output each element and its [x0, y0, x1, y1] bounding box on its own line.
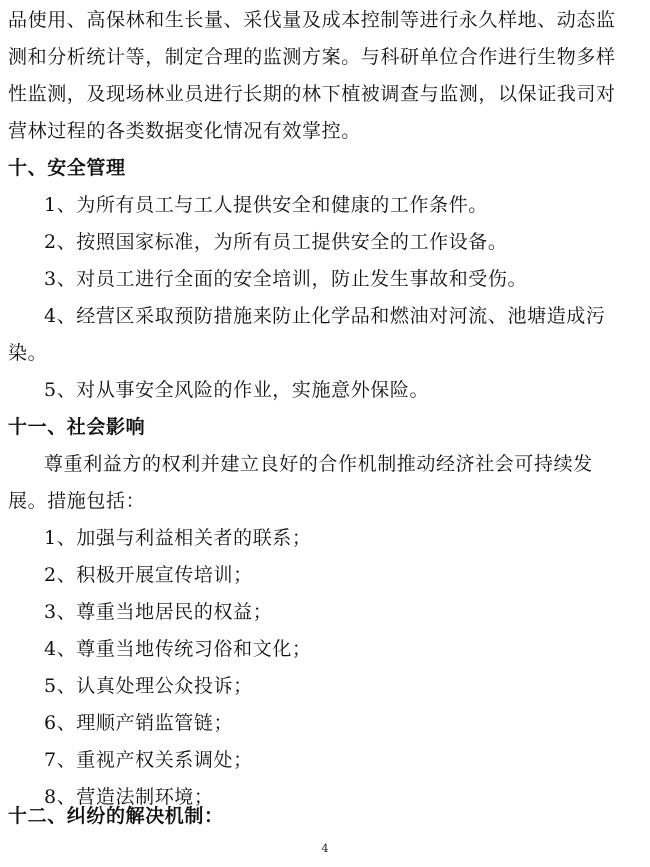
list-item: 4、经营区采取预防措施来防止化学品和燃油对河流、池塘造成污 [44, 305, 606, 327]
list-item: 5、对从事安全风险的作业，实施意外保险。 [44, 379, 430, 401]
list-item: 6、理顺产销监管链； [44, 712, 234, 734]
list-item: 7、重视产权关系调处； [44, 749, 253, 771]
list-item: 3、尊重当地居民的权益； [44, 601, 273, 623]
body-text-line: 性监测，及现场林业员进行长期的林下植被调查与监测，以保证我司对 [8, 83, 616, 105]
list-item: 4、尊重当地传统习俗和文化； [44, 638, 312, 660]
body-text-line: 展。措施包括： [8, 490, 146, 512]
list-item: 3、对员工进行全面的安全培训，防止发生事故和受伤。 [44, 268, 528, 290]
page-number: 4 [321, 842, 329, 855]
section-heading-social-impact: 十一、社会影响 [8, 416, 146, 438]
list-item: 5、认真处理公众投诉； [44, 675, 253, 697]
list-item: 2、积极开展宣传培训； [44, 564, 253, 586]
body-text-line: 营林过程的各类数据变化情况有效掌控。 [8, 120, 361, 142]
body-text-line: 尊重利益方的权利并建立良好的合作机制推动经济社会可持续发 [44, 453, 593, 475]
list-item: 1、加强与利益相关者的联系； [44, 527, 312, 549]
list-item: 1、为所有员工与工人提供安全和健康的工作条件。 [44, 194, 488, 216]
body-text-line: 测和分析统计等，制定合理的监测方案。与科研单位合作进行生物多样 [8, 46, 616, 68]
list-item: 8、营造法制环境； [44, 786, 214, 808]
body-text-line: 品使用、高保林和生长量、采伐量及成本控制等进行永久样地、动态监 [8, 9, 616, 31]
list-item-continuation: 染。 [8, 342, 48, 364]
section-heading-safety: 十、安全管理 [8, 157, 126, 179]
list-item: 2、按照国家标准，为所有员工提供安全的工作设备。 [44, 231, 508, 253]
section-heading-dispute-resolution: 十二、纠纷的解决机制： [8, 805, 224, 827]
